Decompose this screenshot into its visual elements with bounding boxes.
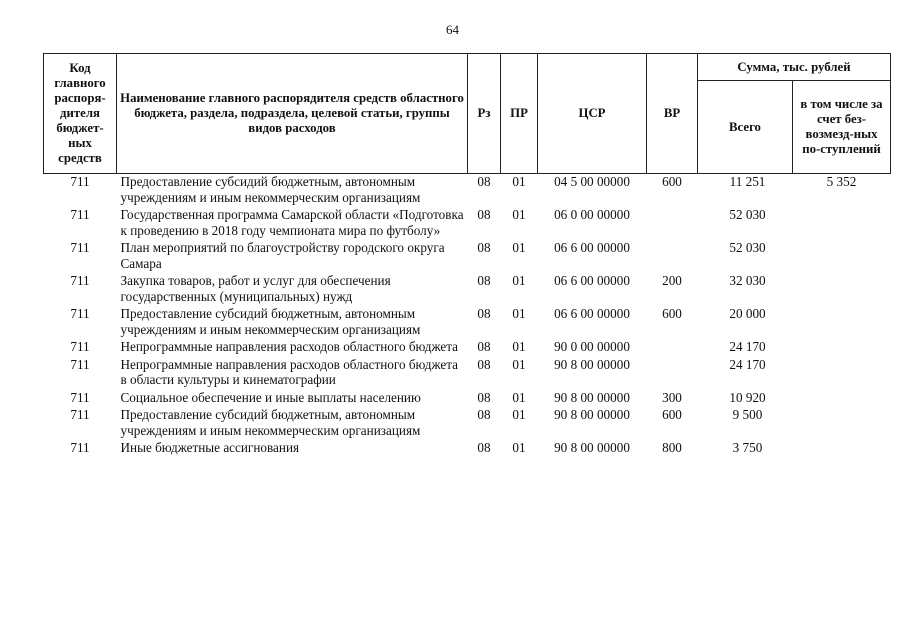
cell-pr: 01 xyxy=(512,174,526,189)
cell-csr: 06 6 00 00000 xyxy=(554,240,630,255)
header-name: Наименование главного распорядителя средств областного бюджета, раздела, подраздела, целевой статьи, группы видов расходов xyxy=(117,54,468,174)
cell-name: Предоставление субсидий бюджетным, автономным учреждениям и иным некоммерческим организациям xyxy=(120,407,421,438)
cell-gratis xyxy=(793,207,891,240)
cell-total: 52 030 xyxy=(729,207,766,222)
table-header xyxy=(44,54,891,174)
cell-total: 24 170 xyxy=(729,356,766,372)
cell-total: 24 170 xyxy=(729,339,766,354)
cell-csr: 90 8 00 00000 xyxy=(554,356,630,372)
cell-rz: 08 xyxy=(477,240,491,255)
cell-total: 20 000 xyxy=(729,306,766,321)
header-total: Всего xyxy=(698,81,793,174)
header-vr: ВР xyxy=(647,54,698,174)
page-number: 64 xyxy=(446,22,459,37)
cell-code: 711 xyxy=(70,356,90,372)
cell-total: 10 920 xyxy=(729,389,766,405)
cell-pr: 01 xyxy=(512,306,526,321)
table-row xyxy=(44,273,891,306)
cell-name: Иные бюджетные ассигнования xyxy=(120,440,300,455)
cell-pr: 01 xyxy=(512,240,526,255)
cell-csr: 90 8 00 00000 xyxy=(554,389,630,405)
cell-vr xyxy=(647,357,698,390)
cell-vr: 600 xyxy=(662,306,682,321)
cell-code: 711 xyxy=(70,207,90,222)
cell-vr: 600 xyxy=(662,174,682,189)
cell-rz: 08 xyxy=(477,273,491,288)
cell-gratis xyxy=(793,407,891,440)
table-row xyxy=(44,339,891,357)
header-gratis: в том числе за счет без-возмезд-ных по-ступлений xyxy=(793,81,891,174)
cell-vr: 800 xyxy=(662,440,682,455)
cell-gratis xyxy=(793,306,891,339)
cell-csr: 04 5 00 00000 xyxy=(554,174,630,189)
cell-gratis xyxy=(793,273,891,306)
cell-rz: 08 xyxy=(477,389,491,405)
cell-rz: 08 xyxy=(477,339,491,354)
cell-pr: 01 xyxy=(512,339,526,354)
cell-csr: 06 6 00 00000 xyxy=(554,306,630,321)
table-row xyxy=(44,440,891,458)
cell-name: Государственная программа Самарской области «Подготовка к проведению в 2018 году чемпионата мира по футболу» xyxy=(120,207,464,238)
cell-csr: 90 0 00 00000 xyxy=(554,339,630,354)
cell-vr: 200 xyxy=(662,273,682,288)
cell-name: Непрограммные направления расходов областного бюджета в области культуры и кинематографии xyxy=(120,356,459,387)
cell-pr: 01 xyxy=(512,273,526,288)
cell-code: 711 xyxy=(70,240,90,255)
table-row xyxy=(44,390,891,408)
cell-rz: 08 xyxy=(477,440,491,455)
cell-vr xyxy=(647,339,698,357)
cell-pr: 01 xyxy=(512,356,526,372)
cell-pr: 01 xyxy=(512,440,526,455)
header-sum: Сумма, тыс. рублей xyxy=(698,54,891,81)
cell-gratis xyxy=(793,440,891,458)
table-row xyxy=(44,407,891,440)
cell-code: 711 xyxy=(70,174,90,189)
cell-vr: 600 xyxy=(662,407,682,422)
cell-code: 711 xyxy=(70,273,90,288)
cell-gratis xyxy=(793,339,891,357)
header-rz: Рз xyxy=(468,54,501,174)
table-row xyxy=(44,240,891,273)
cell-code: 711 xyxy=(70,339,90,354)
header-csr: ЦСР xyxy=(538,54,647,174)
header-code: Код главного распоря-дителя бюджет-ных средств xyxy=(44,54,117,174)
cell-total: 9 500 xyxy=(732,407,763,422)
cell-csr: 90 8 00 00000 xyxy=(554,440,630,455)
table-row xyxy=(44,306,891,339)
cell-csr: 06 0 00 00000 xyxy=(554,207,630,222)
cell-gratis: 5 352 xyxy=(826,174,857,189)
cell-rz: 08 xyxy=(477,306,491,321)
cell-pr: 01 xyxy=(512,389,526,405)
cell-gratis xyxy=(793,357,891,390)
cell-name: Предоставление субсидий бюджетным, автономным учреждениям и иным некоммерческим организациям xyxy=(120,306,421,337)
cell-rz: 08 xyxy=(477,407,491,422)
cell-code: 711 xyxy=(70,407,90,422)
cell-pr: 01 xyxy=(512,207,526,222)
cell-total: 52 030 xyxy=(729,240,766,255)
cell-csr: 06 6 00 00000 xyxy=(554,273,630,288)
table-row xyxy=(44,174,891,208)
cell-total: 11 251 xyxy=(729,174,766,189)
table-body xyxy=(44,174,891,458)
cell-code: 711 xyxy=(70,440,90,455)
cell-vr xyxy=(647,207,698,240)
header-pr: ПР xyxy=(501,54,538,174)
table-row xyxy=(44,207,891,240)
cell-rz: 08 xyxy=(477,207,491,222)
cell-rz: 08 xyxy=(477,356,491,372)
cell-code: 711 xyxy=(70,306,90,321)
cell-total: 3 750 xyxy=(732,440,763,455)
cell-pr: 01 xyxy=(512,407,526,422)
table-row xyxy=(44,357,891,390)
cell-csr: 90 8 00 00000 xyxy=(554,407,630,422)
cell-gratis xyxy=(793,390,891,408)
budget-table xyxy=(43,53,891,458)
cell-vr: 300 xyxy=(662,389,682,405)
cell-name: Предоставление субсидий бюджетным, автономным учреждениям и иным некоммерческим организациям xyxy=(120,174,421,205)
cell-total: 32 030 xyxy=(729,273,766,288)
cell-rz: 08 xyxy=(477,174,491,189)
cell-code: 711 xyxy=(70,389,90,405)
cell-name: Социальное обеспечение и иные выплаты населению xyxy=(120,389,421,405)
cell-vr xyxy=(647,240,698,273)
cell-name: Непрограммные направления расходов областного бюджета xyxy=(120,339,459,354)
cell-gratis xyxy=(793,240,891,273)
cell-name: План мероприятий по благоустройству городского округа Самара xyxy=(120,240,445,271)
cell-name: Закупка товаров, работ и услуг для обеспечения государственных (муниципальных) нужд xyxy=(120,273,391,304)
